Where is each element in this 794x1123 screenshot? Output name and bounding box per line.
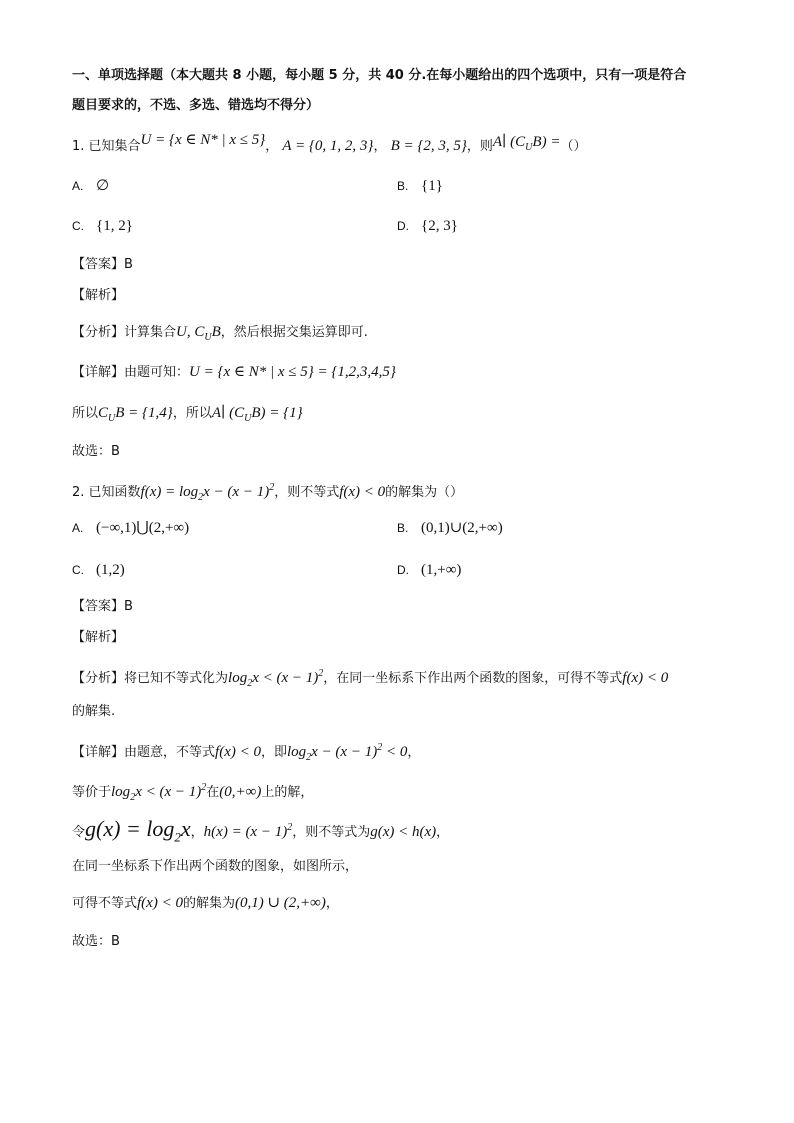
question-2-mid: ，则不等式 (274, 485, 340, 500)
q2-graph-text: 在同一坐标系下作出两个函数的图象，如图所示， (72, 859, 359, 874)
fenxi-math-sub: 2 (247, 678, 253, 689)
eq-math: log (111, 784, 131, 800)
result-end: ， (325, 896, 339, 911)
eq-math-sub: 2 (130, 792, 136, 803)
question-1-expression-sub: U (525, 142, 533, 153)
fenxi-text: 将已知不等式化为 (124, 671, 229, 686)
result-text-2: 的解集为 (182, 896, 235, 911)
section-heading-line-2: 题目要求的，不选、多选、错选均不得分） (72, 98, 320, 113)
detail-math: f(x) < 0 (215, 744, 261, 760)
question-1-stem: 1. 已知集合U = {x ∈ N* | x ≤ 5}， A = {0, 1, 2, 3}， B = {2, 3, 5}，则A∣ $(C_UB)$ =（） (72, 132, 587, 154)
q1-option-c (72, 216, 133, 236)
question-1-then: ，则 (466, 139, 493, 154)
question-2-inequality: f(x) < 0 (339, 484, 386, 500)
option-label: C. (72, 563, 84, 577)
so-math-2: A∣ (C (211, 405, 245, 421)
q2-detail (72, 738, 420, 768)
option-label: A. (72, 521, 84, 535)
q2-result (72, 893, 339, 914)
fenxi-math-2: f(x) < 0 (622, 670, 669, 686)
q1-fenxi (72, 322, 368, 348)
fenxi-math-sup: 2 (318, 668, 324, 679)
question-2-stem (72, 478, 463, 508)
fenxi-math: log (228, 670, 248, 686)
fenxi-text-2: ，在同一坐标系下作出两个函数的图象，可得不等式 (323, 671, 623, 686)
let-h-sup: 2 (287, 822, 293, 833)
let-inequality: g(x) < h(x) (370, 824, 437, 840)
result-math-2: (0,1) ∪ (2,+∞) (234, 895, 326, 911)
fenxi-text: 计算集合 (124, 325, 177, 340)
detail-text: 由题意，不等式 (124, 745, 216, 760)
option-text: {1} (421, 178, 443, 194)
detail-math-2-sup: 2 (377, 742, 383, 753)
eq-math-sup: 2 (201, 782, 207, 793)
answer-tag: 【答案】 (72, 257, 125, 272)
function-f-tail: x − (x − 1) (203, 484, 270, 500)
q1-option-b (397, 176, 443, 196)
answer-value: B (124, 257, 133, 272)
q2-option-d (397, 560, 461, 580)
option-text: (0,1)∪(2,+∞) (421, 520, 503, 536)
question-1-expression: A∣ (C (492, 134, 526, 150)
question-2-suffix: 的解集为（） (385, 485, 464, 500)
so-math-2-sub: U (244, 413, 252, 424)
option-text: {1, 2} (96, 218, 133, 234)
so-math-tail: B = {1,4} (115, 405, 173, 421)
question-1-paren: （） (560, 139, 587, 154)
let-text: 令 (72, 825, 86, 840)
q1-analysis-heading: 【解析】 (72, 288, 125, 303)
function-f-sub: 2 (198, 492, 204, 503)
answer-tag: 【答案】 (72, 599, 125, 614)
option-label: C. (72, 219, 84, 233)
option-text: (1,2) (96, 562, 125, 578)
result-math: f(x) < 0 (137, 895, 183, 911)
fenxi-math-tail: B (211, 324, 221, 340)
q1-option-d (397, 216, 458, 236)
detail-math: U = {x ∈ N* | x ≤ 5} = {1,2,3,4,5} (189, 364, 396, 380)
detail-text: 由题可知： (124, 365, 190, 380)
eq-text: 等价于 (72, 785, 112, 800)
q2-choose: 故选：B (72, 934, 120, 949)
fenxi-math-tail: x < (x − 1) (252, 670, 319, 686)
fenxi-text-end: ，然后根据交集运算即可. (220, 325, 368, 340)
set-u-definition: U = {x ∈ N* | x ≤ 5} (140, 132, 266, 148)
let-g-math: g(x) = log (85, 816, 175, 841)
fenxi-tag: 【分析】 (72, 671, 125, 686)
q2-option-c (72, 560, 125, 580)
option-label: D. (397, 219, 409, 233)
so-math-sub: U (108, 413, 116, 424)
let-sep: ， (190, 825, 204, 840)
so-math: C (98, 405, 109, 421)
eq-text-2: 在 (206, 785, 220, 800)
detail-tag: 【详解】 (72, 745, 125, 760)
question-1-expression-tail: B) = (532, 134, 561, 150)
detail-math-2: log (286, 744, 307, 760)
option-text: (1,+∞) (421, 562, 462, 578)
function-f-sup: 2 (269, 482, 275, 493)
detail-math-2-sub: 2 (306, 752, 312, 763)
detail-math-2-tail: < 0 (382, 744, 408, 760)
detail-tag: 【详解】 (72, 365, 125, 380)
detail-math-2-mid: x − (x − 1) (311, 744, 378, 760)
eq-math-tail: x < (x − 1) (135, 784, 202, 800)
q1-choose: 故选：B (72, 444, 120, 459)
option-text: (−∞,1)⋃(2,+∞) (96, 520, 190, 536)
q2-equivalent (72, 778, 313, 808)
answer-value: B (124, 599, 133, 614)
eq-math-2: (0,+∞) (219, 784, 262, 800)
let-text-2: ，则不等式为 (292, 825, 371, 840)
option-label: B. (397, 521, 409, 535)
question-1-prefix: 1. 已知集合 (72, 139, 141, 154)
option-label: A. (72, 179, 84, 193)
let-g-sub: 2 (174, 829, 181, 845)
option-label: D. (397, 563, 409, 577)
fenxi-math: U, C (176, 324, 205, 340)
result-text: 可得不等式 (72, 896, 138, 911)
option-label: B. (397, 179, 409, 193)
function-f: f(x) = log (140, 484, 199, 500)
q2-let (72, 818, 449, 847)
fenxi-math-sub: U (204, 332, 212, 343)
eq-text-3: 上的解， (261, 785, 314, 800)
section-heading-line-1: 一、单项选择题（本大题共 8 小题，每小题 5 分，共 40 分.在每小题给出的四个选项中，只有一项是符合 (72, 68, 687, 83)
so-text: 所以 (72, 406, 99, 421)
question-2-prefix: 2. 已知函数 (72, 485, 141, 500)
q2-fenxi-line-1 (72, 664, 668, 694)
set-a-definition: A = {0, 1, 2, 3} (282, 138, 374, 154)
q2-answer (72, 597, 133, 617)
detail-end: ， (407, 745, 421, 760)
q1-option-a (72, 176, 109, 196)
let-end: ， (436, 825, 450, 840)
set-b-definition: B = {2, 3, 5} (390, 138, 467, 154)
let-g-tail: x (180, 816, 191, 841)
q2-option-b (397, 518, 503, 538)
q2-analysis-heading: 【解析】 (72, 630, 125, 645)
detail-text-2: ，即 (260, 745, 287, 760)
let-h-math: h(x) = (x − 1) (203, 824, 288, 840)
q1-so (72, 403, 303, 429)
so-text-2: ，所以 (172, 406, 212, 421)
q2-fenxi-line-2: 的解集. (72, 704, 116, 719)
so-math-2-tail: B) = {1} (251, 405, 303, 421)
option-text: ∅ (96, 178, 110, 194)
q2-option-a (72, 518, 189, 538)
q1-detail (72, 362, 396, 383)
fenxi-tag: 【分析】 (72, 325, 125, 340)
q1-answer (72, 255, 133, 275)
option-text: {2, 3} (421, 218, 458, 234)
